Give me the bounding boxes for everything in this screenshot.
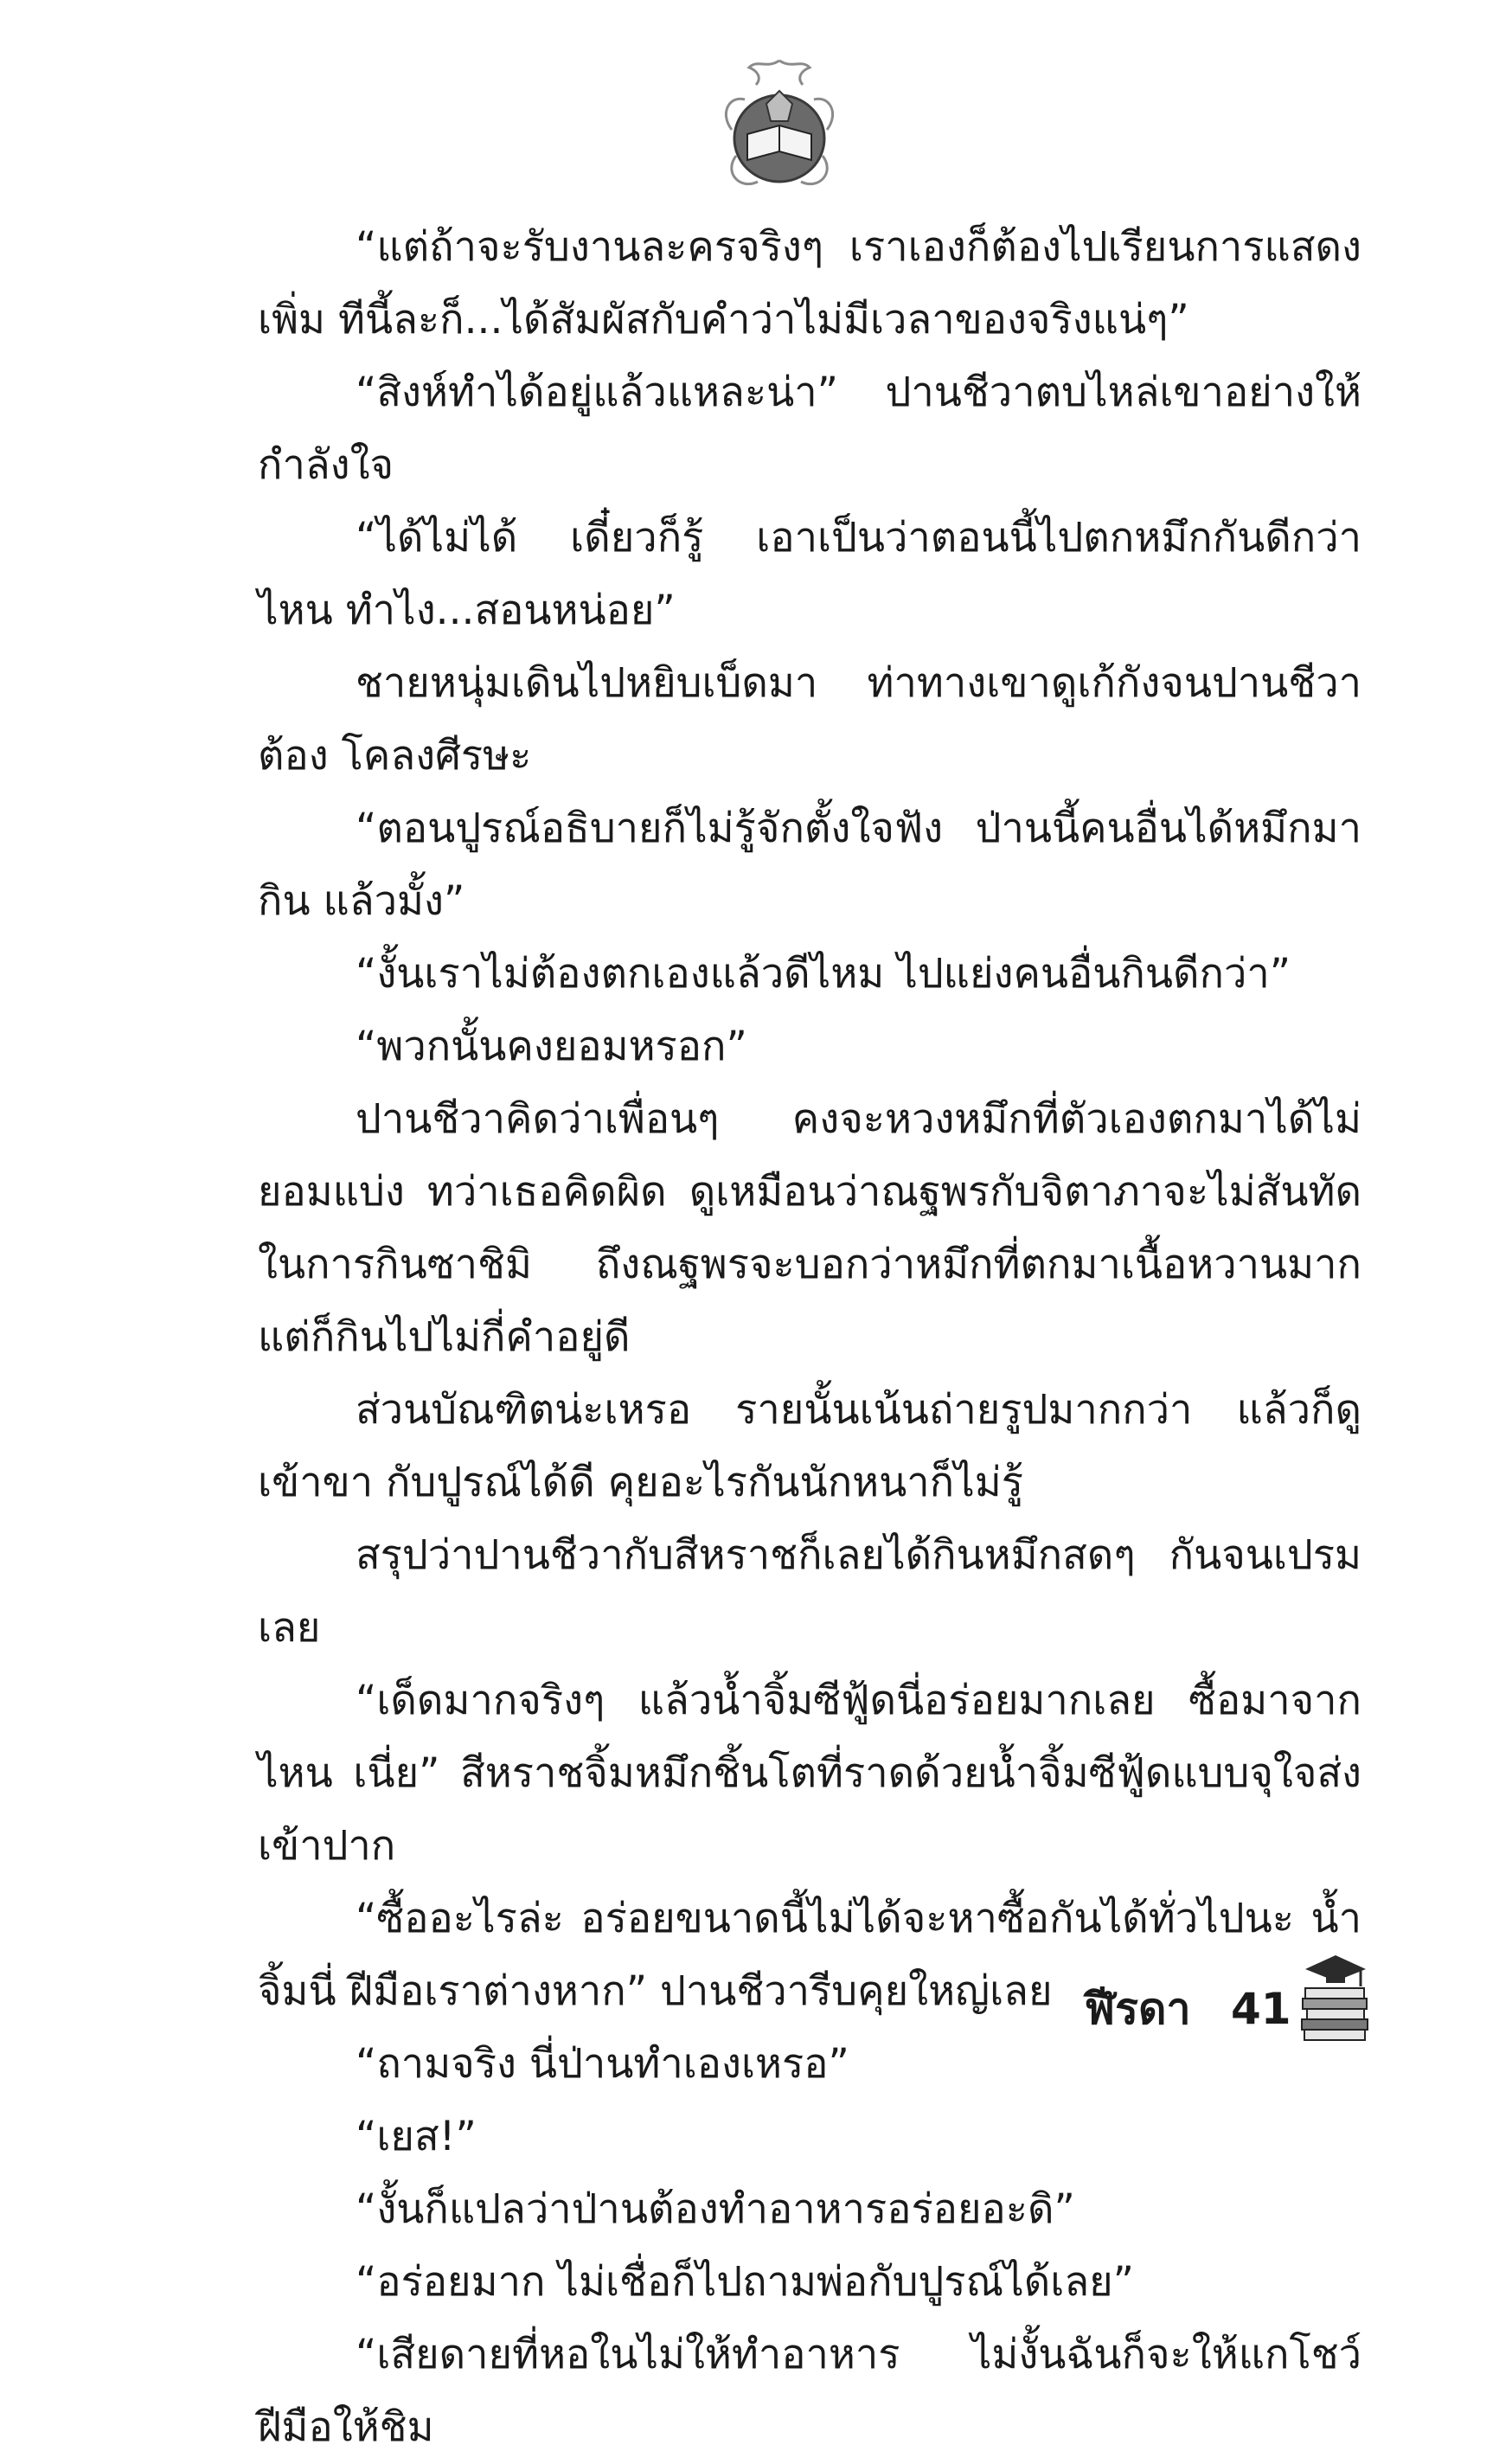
page-footer (1086, 1947, 1371, 2059)
paragraph: “งั้นเราไม่ต้องตกเองแล้วดีไหม ไปแย่งคนอื่นกินดีกว่า” (356, 950, 1291, 998)
ornate-book-emblem-icon (714, 52, 844, 199)
paragraph: “สิงห์ทำได้อยู่แล้วแหละน่า” ปานชีวาตบไหล่เขาอย่างให้กำลังใจ (258, 369, 1361, 489)
header-emblem (714, 52, 844, 199)
paragraph: “ตอนปูรณ์อธิบายก็ไม่รู้จักตั้งใจฟัง ป่านนี้คนอื่นได้หมึกมากิน แล้วมั้ง” (258, 805, 1361, 925)
paragraph: “เยส!” (356, 2113, 477, 2160)
paragraph: “ซื้ออะไรล่ะ อร่อยขนาดนี้ไม่ได้จะหาซื้อกันได้ทั่วไปนะ น้ำจิ้มนี่ ฝีมือเราต่างหาก” ปานชีวารีบคุยใหญ่เลย (258, 1895, 1361, 2015)
paragraph: “ได้ไม่ได้ เดี๋ยวก็รู้ เอาเป็นว่าตอนนี้ไปตกหมึกกันดีกว่า ไหน ทำไง...สอนหน่อย” (258, 514, 1361, 634)
page-number: 41 (1231, 1984, 1291, 2034)
paragraph: “งั้นก็แปลว่าป่านต้องทำอาหารอร่อยอะดิ” (356, 2185, 1075, 2233)
paragraph: “ถามจริง นี่ป่านทำเองเหรอ” (356, 2040, 849, 2088)
paragraph: สรุปว่าปานชีวากับสีหราชก็เลยได้กินหมึกสดๆ กันจนเปรมเลย (258, 1531, 1361, 1652)
paragraph: “เสียดายที่หอในไม่ให้ทำอาหาร ไม่งั้นฉันก็จะให้แกโชว์ฝีมือให้ชิม (258, 2331, 1361, 2451)
paragraph: “แต่ถ้าจะรับงานละครจริงๆ เราเองก็ต้องไปเรียนการแสดงเพิ่ม ทีนี้ละก็...ได้สัมผัสกับคำว่าไม่มีเวลาของจริงแน่ๆ” (258, 223, 1361, 343)
paragraph: ส่วนบัณฑิตน่ะเหรอ รายนั้นเน้นถ่ายรูปมากกว่า แล้วก็ดูเข้าขา กับปูรณ์ได้ดี คุยอะไรกันนักหนาก็ไม่รู้ (258, 1386, 1361, 1506)
paragraph: “เด็ดมากจริงๆ แล้วน้ำจิ้มซีฟู้ดนี่อร่อยมากเลย ซื้อมาจากไหน เนี่ย” สีหราชจิ้มหมึกชิ้นโตที่ราดด้วยน้ำจิ้มซีฟู้ดแบบจุใจส่งเข้าปาก (258, 1677, 1361, 1870)
books-graduation-cap-icon (1300, 1947, 1371, 2042)
paragraph: ปานชีวาคิดว่าเพื่อนๆ คงจะหวงหมึกที่ตัวเองตกมาได้ไม่ยอมแบ่ง ทว่าเธอคิดผิด ดูเหมือนว่าณฐพรกับจิตาภาจะไม่สันทัดในการกินซาชิมิ ถึงณฐพรจะบอกว่าหมึกที่ตกมาเนื้อหวานมาก แต่ก็กินไปไม่กี่คำอยู่ดี (258, 1095, 1361, 1361)
paragraph: “พวกนั้นคงยอมหรอก” (356, 1023, 747, 1070)
paragraph: “อร่อยมาก ไม่เชื่อก็ไปถามพ่อกับปูรณ์ได้เลย” (356, 2258, 1135, 2306)
paragraph: ชายหนุ่มเดินไปหยิบเบ็ดมา ท่าทางเขาดูเก้กังจนปานชีวาต้อง โคลงศีรษะ (258, 659, 1361, 780)
footer-author: ฬีรดา (1086, 1984, 1191, 2034)
document-body (258, 211, 1361, 2464)
